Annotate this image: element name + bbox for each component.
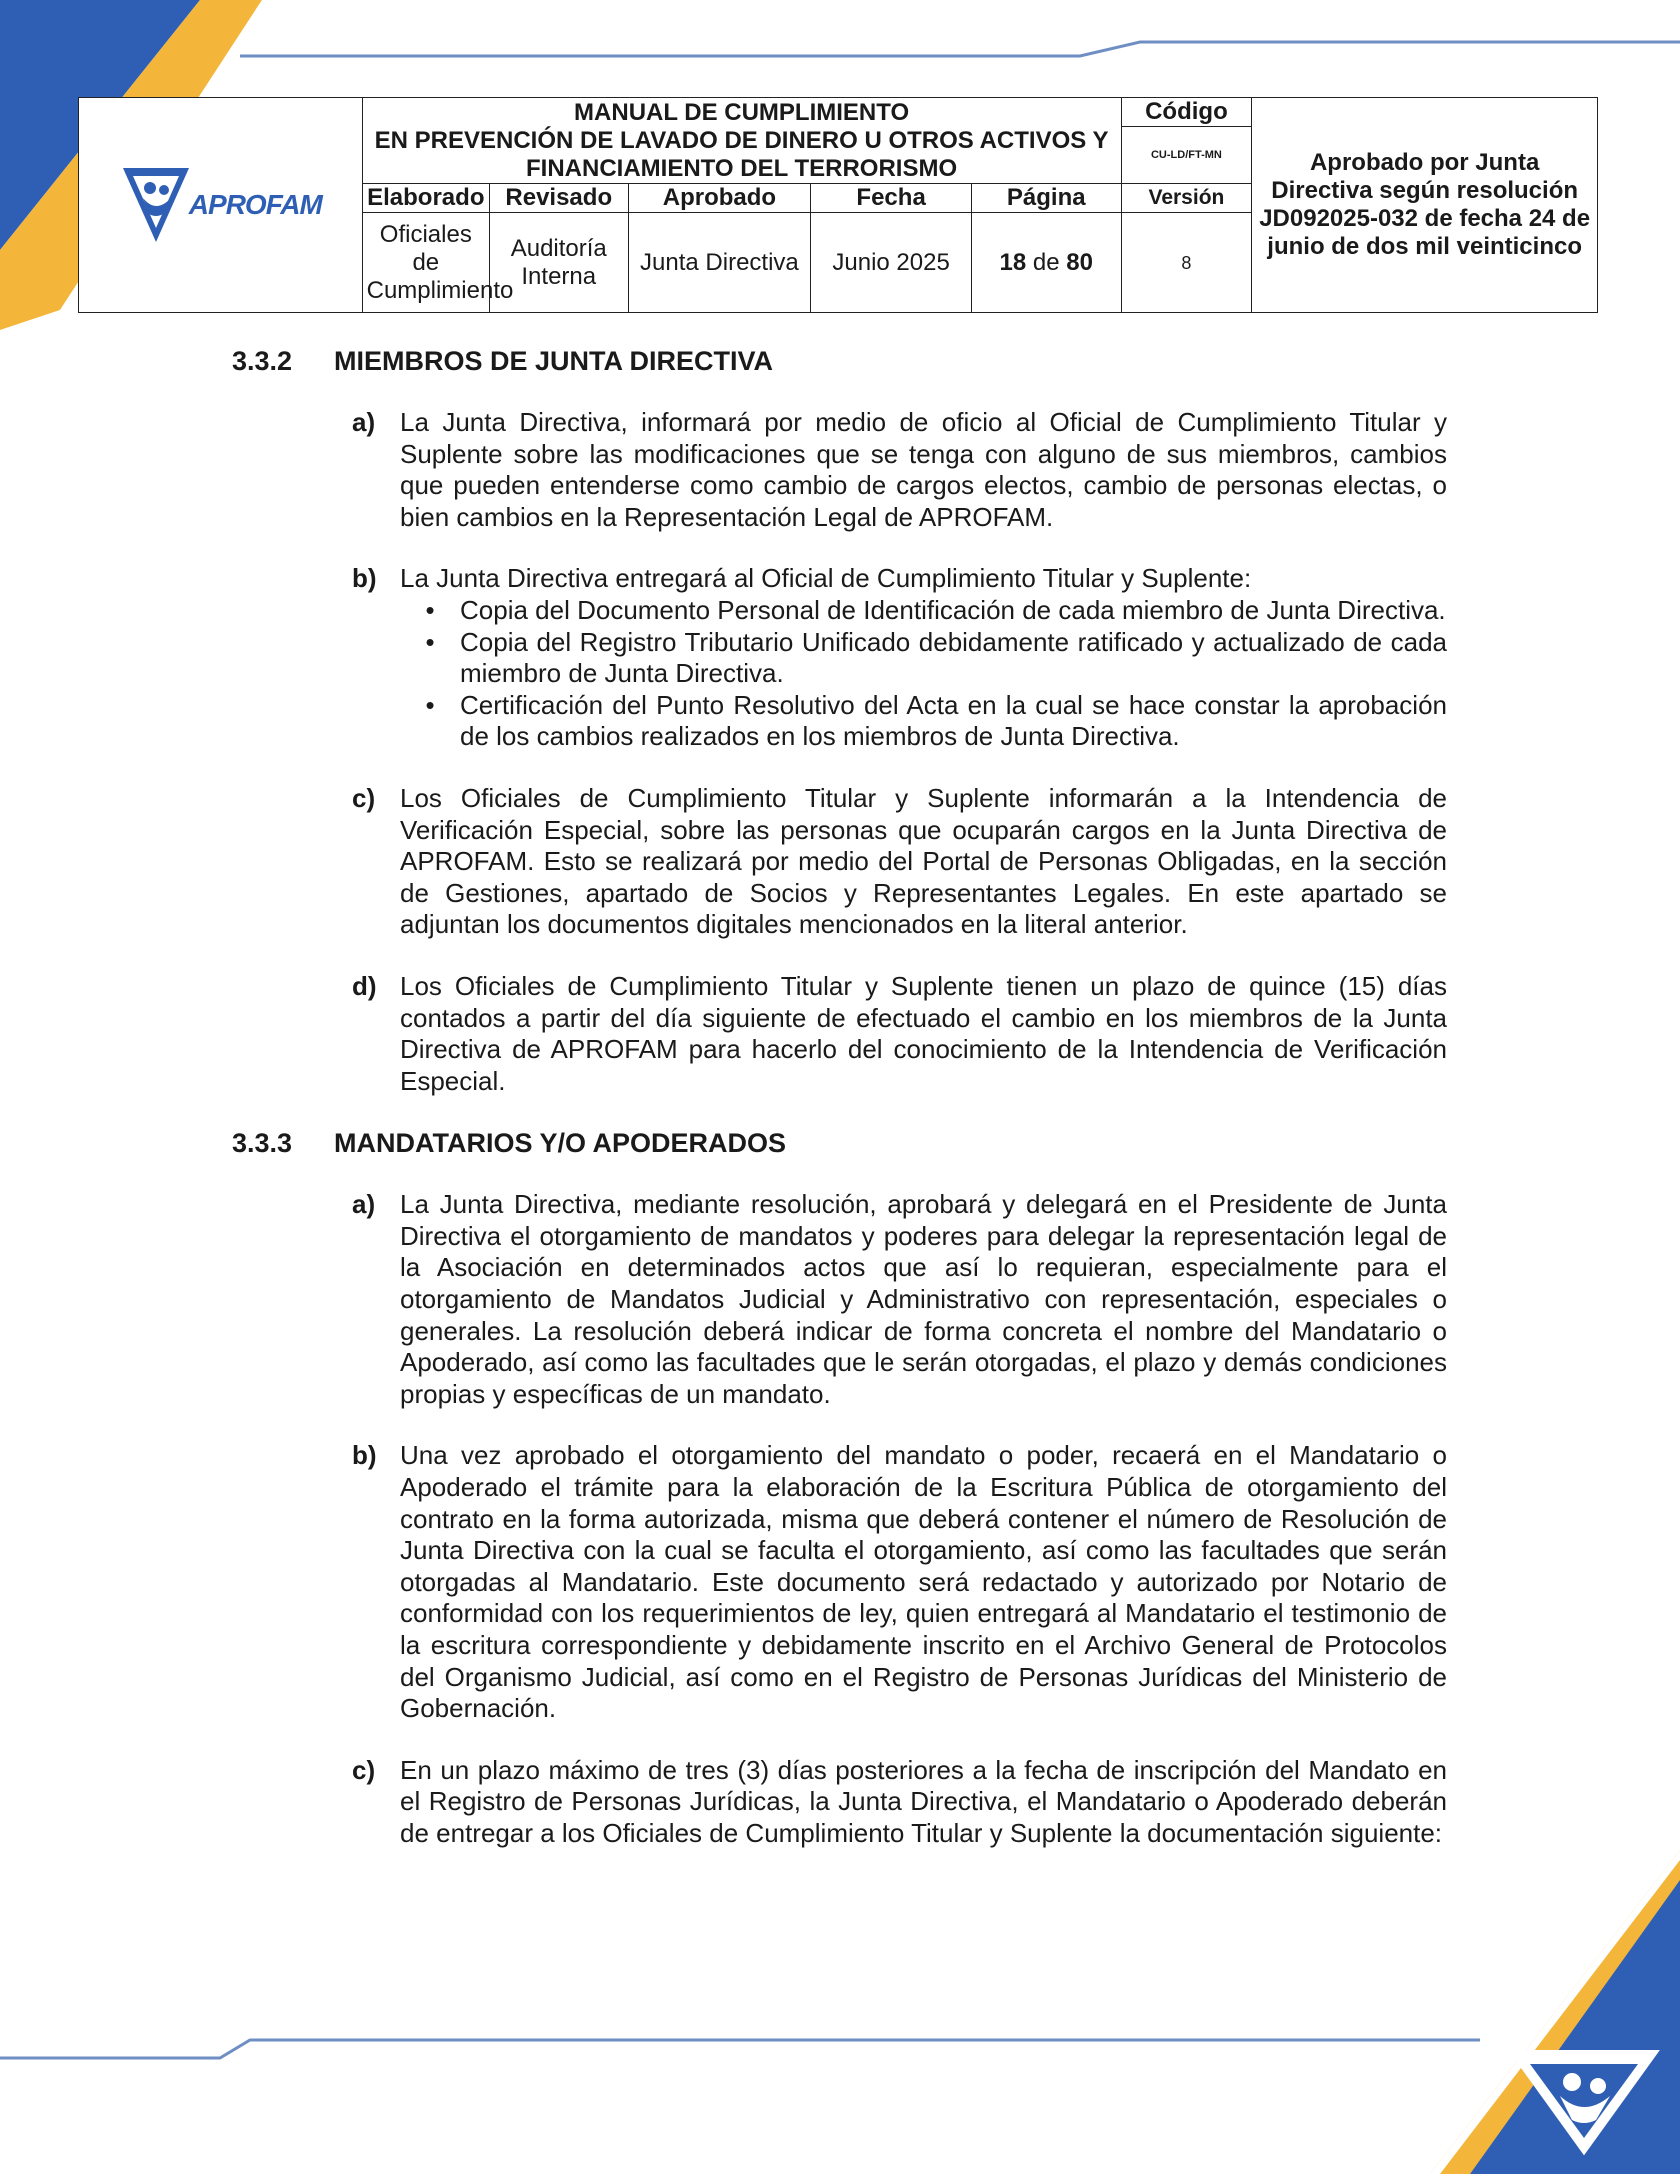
item-text: Los Oficiales de Cumplimiento Titular y Suplente tienen un plazo de quince (15) días contados a partir del día siguiente de efectuado el cambio en los miembros de la Junta Directiva de APROFAM para hacerlo del conocimiento de la Intendencia de Verificación Especial. bbox=[400, 970, 1447, 1096]
page-of: de bbox=[1032, 248, 1060, 276]
item-text: Una vez aprobado el otorgamiento del mandato o poder, recaerá en el Mandatario o Apoderado el trámite para la elaboración de la Escritura Pública de otorgamiento del contrato en la forma autorizada, misma que deberá contener el número de Resolución de Junta Directiva con la cual se faculta el otorgamiento, así como las facultades que serán otorgadas al Mandatario. Este documento será redactado y autorizado por Notario de conformidad con los requerimientos de ley, quien entregará al Mandatario el testimonio de la escritura correspondiente y debidamente inscrito en el Archivo General de Protocolos del Organismo Judicial, así como en el Registro de Personas Jurídicas del Ministerio de Gobernación. bbox=[400, 1440, 1447, 1724]
value-aprobado: Junta Directiva bbox=[628, 213, 811, 313]
value-elaborado: Oficiales de Cumplimiento bbox=[362, 213, 489, 313]
bullet-text: Copia del Registro Tributario Unificado debidamente ratificado y actualizado de cada miembro de Junta Directiva. bbox=[460, 626, 1447, 689]
bullet-icon: • bbox=[425, 594, 435, 625]
list-item bbox=[352, 407, 1447, 533]
document-title-line: MANUAL DE CUMPLIMIENTO bbox=[574, 98, 910, 126]
approval-note: Aprobado por Junta Directiva según resolución JD092025-032 de fecha 24 de junio de dos mil veinticinco bbox=[1252, 98, 1598, 313]
code-label: Código bbox=[1122, 98, 1252, 127]
aprofam-logo-icon bbox=[119, 164, 193, 246]
aprofam-logo-text: APROFAM bbox=[188, 189, 322, 220]
list-item bbox=[352, 971, 1447, 1097]
section-number: 3.3.3 bbox=[232, 1128, 293, 1159]
bullet-list bbox=[400, 595, 1447, 753]
section-heading bbox=[232, 1127, 1447, 1159]
document-header-table bbox=[78, 97, 1598, 313]
document-title-cell bbox=[362, 98, 1121, 184]
section-heading bbox=[232, 345, 1447, 377]
page-current: 18 bbox=[999, 248, 1027, 276]
item-letter: b) bbox=[352, 1440, 377, 1471]
list-item bbox=[352, 783, 1447, 941]
col-label-revisado: Revisado bbox=[490, 184, 628, 213]
bullet-text: Certificación del Punto Resolutivo del Acta en la cual se hace constar la aprobación de los cambios realizados en los miembros de Junta Directiva. bbox=[460, 689, 1447, 752]
code-value: CU-LD/FT-MN bbox=[1150, 149, 1222, 161]
section-title: MANDATARIOS Y/O APODERADOS bbox=[334, 1128, 787, 1159]
list-item bbox=[352, 1189, 1447, 1410]
list-item bbox=[352, 1440, 1447, 1724]
bullet-item bbox=[400, 690, 1447, 753]
bullet-icon: • bbox=[425, 689, 435, 720]
item-letter: b) bbox=[352, 563, 377, 594]
section-number: 3.3.2 bbox=[232, 346, 293, 376]
item-text: Los Oficiales de Cumplimiento Titular y Suplente informarán a la Intendencia de Verificación Especial, sobre las personas que ocuparán cargos en la Junta Directiva de APROFAM. Esto se realizará por medio del Portal de Personas Obligadas, en la sección de Gestiones, apartado de Socios y Representantes Legales. En este apartado se adjuntan los documentos digitales mencionados en la literal anterior. bbox=[400, 782, 1447, 940]
header-logo-cell bbox=[79, 98, 363, 313]
item-letter: d) bbox=[352, 970, 377, 1001]
code-cell bbox=[1121, 98, 1252, 184]
item-text: La Junta Directiva entregará al Oficial de Cumplimiento Titular y Suplente: bbox=[400, 563, 1252, 594]
col-label-aprobado: Aprobado bbox=[628, 184, 811, 213]
page-total: 80 bbox=[1066, 248, 1093, 276]
document-title-line: EN PREVENCIÓN DE LAVADO DE DINERO U OTROS ACTIVOS Y bbox=[374, 126, 1109, 154]
bullet-item bbox=[400, 627, 1447, 690]
item-letter: c) bbox=[352, 782, 376, 813]
page-indicator bbox=[971, 213, 1121, 313]
value-revisado: Auditoría Interna bbox=[490, 213, 628, 313]
value-version: 8 bbox=[1121, 213, 1252, 313]
value-fecha: Junio 2025 bbox=[811, 213, 972, 313]
bullet-text: Copia del Documento Personal de Identificación de cada miembro de Junta Directiva. bbox=[460, 594, 1446, 625]
col-label-fecha: Fecha bbox=[811, 184, 972, 213]
col-label-elaborado: Elaborado bbox=[362, 184, 489, 213]
item-letter: a) bbox=[352, 407, 376, 437]
col-label-version: Versión bbox=[1121, 184, 1252, 213]
document-body bbox=[232, 345, 1447, 1880]
bullet-item bbox=[400, 595, 1447, 627]
item-text: La Junta Directiva, informará por medio de oficio al Oficial de Cumplimiento Titular y Suplente sobre las modificaciones que se tenga con alguno de sus miembros, cambios que pueden entenderse como cambio de cargos electos, cambio de personas electas, o bien cambios en la Representación Legal de APROFAM. bbox=[400, 407, 1447, 532]
item-text: En un plazo máximo de tres (3) días posteriores a la fecha de inscripción del Mandato en el Registro de Personas Jurídicas, la Junta Directiva, el Mandatario o Apoderado deberán de entregar a los Oficiales de Cumplimiento Titular y Suplente la documentación siguiente: bbox=[400, 1754, 1447, 1848]
list-item bbox=[352, 563, 1447, 753]
col-label-pagina: Página bbox=[971, 184, 1121, 213]
item-letter: a) bbox=[352, 1189, 376, 1220]
item-letter: c) bbox=[352, 1754, 376, 1785]
bullet-icon: • bbox=[425, 626, 435, 657]
list-item bbox=[352, 1755, 1447, 1850]
item-text: La Junta Directiva, mediante resolución, aprobará y delegará en el Presidente de Junta Directiva el otorgamiento de mandatos y poderes para delegar la representación legal de la Asociación en determinados actos que así lo requieran, especialmente para el otorgamiento de Mandatos Judicial y Administrativo con representación, especiales o generales. La resolución deberá indicar de forma concreta el nombre del Mandatario o Apoderado, así como las facultades que le serán otorgadas, el plazo y demás condiciones propias y específicas de un mandato. bbox=[400, 1189, 1447, 1409]
section-title: MIEMBROS DE JUNTA DIRECTIVA bbox=[334, 346, 774, 376]
document-title-line: FINANCIAMIENTO DEL TERRORISMO bbox=[526, 154, 958, 182]
